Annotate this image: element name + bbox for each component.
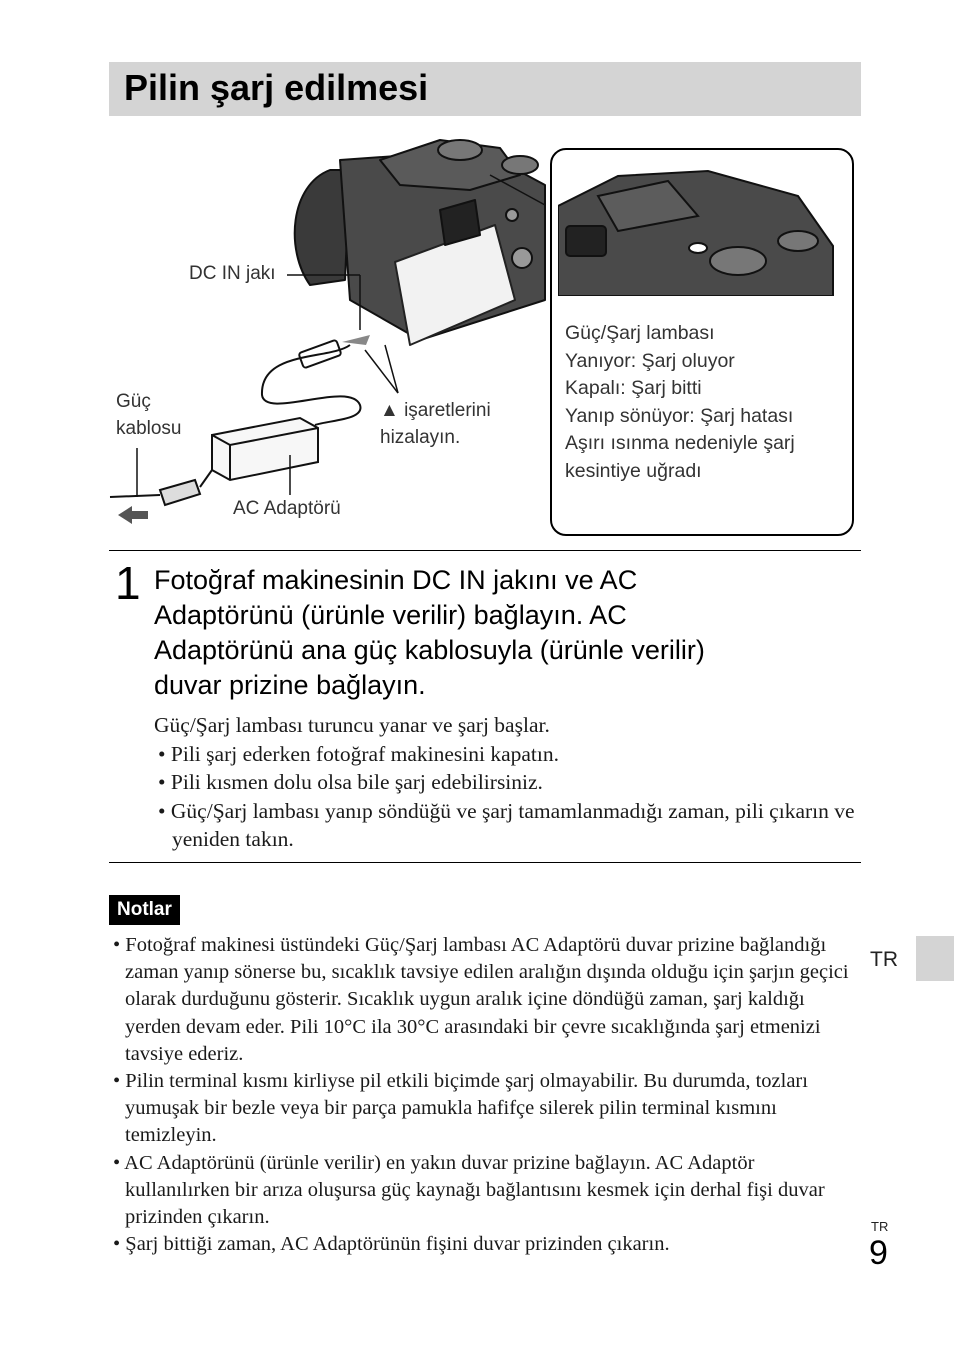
- step-bullet: • Pili şarj ederken fotoğraf makinesini kapatın.: [158, 741, 559, 766]
- note-item: • Fotoğraf makinesi üstündeki Güç/Şarj lambası AC Adaptörü duvar prizine bağlandığı zaman yanıp sönerse bu, sıcaklık tavsiye edilen aralığın dışında olduğu için şarjın geçici olarak durduğunu gösterir. Sıcaklık uygun aralık içine döndüğü zaman, şarj kaldığı yerden devam eder. Pili 10°C ila 30°C arasındaki bir çevre sıcaklığında şarj etmenizi tavsiye ederiz.: [113, 934, 849, 1065]
- legend-line: Aşırı ısınma nedeniyle şarj: [565, 432, 795, 454]
- notes-badge: Notlar: [109, 895, 180, 925]
- notes-list: [112, 932, 854, 1258]
- divider: [109, 862, 861, 863]
- unplug-arrow-icon: [118, 506, 148, 524]
- align-label-1: ▲ işaretlerini: [380, 400, 491, 421]
- page-title: Pilin şarj edilmesi: [124, 67, 429, 108]
- power-cord-label-2: kablosu: [116, 418, 182, 439]
- step-body: [154, 711, 864, 854]
- legend-line: Kapalı: Şarj bitti: [565, 377, 702, 399]
- legend-line: kesintiye uğradı: [565, 459, 702, 482]
- step-heading: [154, 563, 854, 703]
- legend-line: Yanıyor: Şarj oluyor: [565, 349, 735, 372]
- step-number: 1: [115, 557, 141, 609]
- camera-top-closeup: [558, 156, 846, 296]
- step-bullet: • Pili kısmen dolu olsa bile şarj edebilirsiniz.: [158, 770, 543, 794]
- step-heading-line: Adaptörünü ana güç kablosuyla (ürünle verilir): [154, 635, 705, 665]
- page-lang: TR: [871, 1219, 889, 1234]
- note-item: • Pilin terminal kısmı kirliyse pil etkili biçimde şarj olmayabilir. Bu durumda, tozları yumuşak bir bezle veya bir parça pamukla hafifçe silerek pilin terminal kısmını temizleyin.: [113, 1070, 808, 1147]
- step-heading-line: Fotoğraf makinesinin DC IN jakını ve AC: [154, 565, 638, 595]
- divider: [109, 550, 861, 551]
- charge-lamp-legend: [565, 320, 795, 485]
- language-side-tab: [916, 936, 954, 981]
- power-cord-label-1: Güç: [116, 391, 151, 412]
- step-bullet: • Güç/Şarj lambası yanıp söndüğü ve şarj tamamlanmadığı zaman, pili çıkarın ve yeniden takın.: [158, 798, 855, 851]
- note-item: • Şarj bittiği zaman, AC Adaptörünün fişini duvar prizinden çıkarın.: [113, 1233, 670, 1256]
- legend-line: Güç/Şarj lambası: [565, 322, 715, 344]
- dc-in-label: DC IN jakı: [189, 263, 276, 284]
- side-tab-label: TR: [870, 948, 898, 971]
- step-heading-line: duvar prizine bağlayın.: [154, 670, 426, 700]
- charge-lamp-callout: [550, 148, 854, 536]
- page-number: 9: [869, 1234, 888, 1272]
- note-item: • AC Adaptörünü (ürünle verilir) en yakın duvar prizine bağlayın. AC Adaptör kullanılırken bir arıza oluşursa güç kaynağı bağlantısını kesmek için derhal fişi duvar prizinden çıkarın.: [113, 1151, 825, 1229]
- ac-adaptor-label: AC Adaptörü: [233, 498, 341, 519]
- step-heading-line: Adaptörünü (ürünle verilir) bağlayın. AC: [154, 600, 627, 630]
- step-intro: Güç/Şarj lambası turuncu yanar ve şarj başlar.: [154, 713, 550, 737]
- align-label-2: hizalayın.: [380, 427, 461, 448]
- legend-line: Yanıp sönüyor: Şarj hatası: [565, 404, 794, 427]
